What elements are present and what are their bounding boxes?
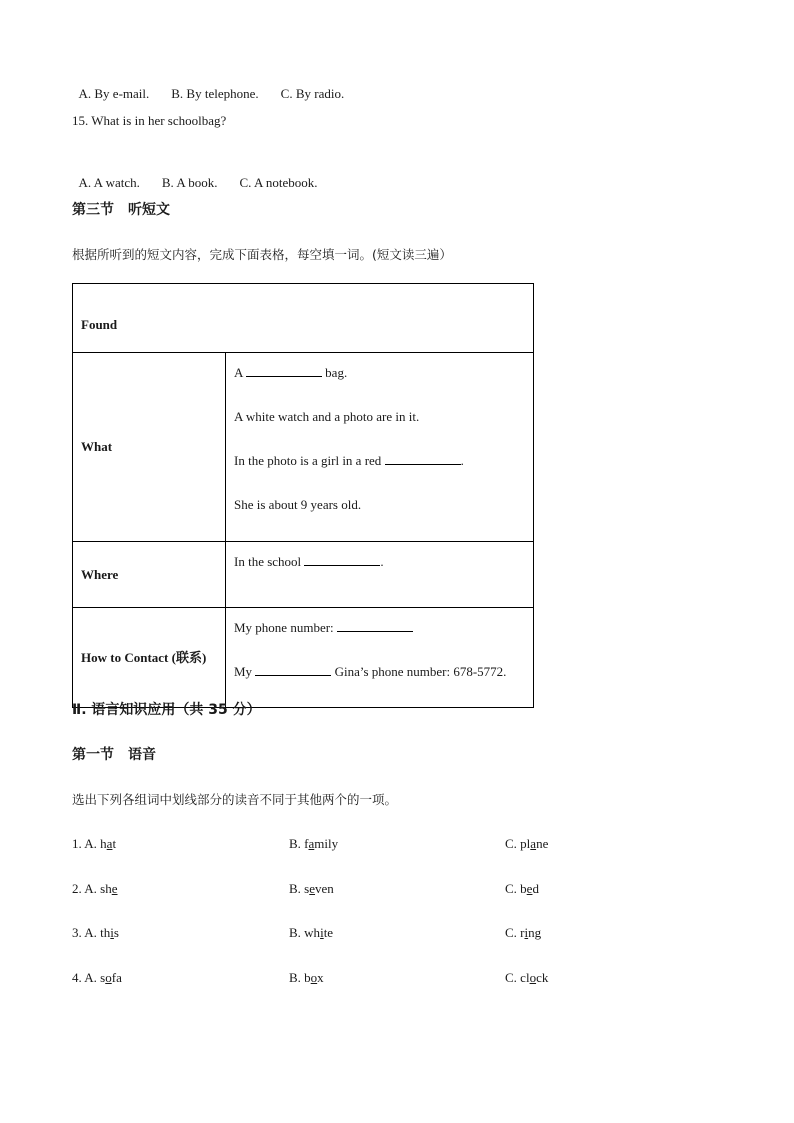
answer-blank[interactable] [255,663,331,676]
phonics-option-b: B. seven [289,881,334,896]
section1-title: 第一节 语音 [72,747,156,763]
phonics-option-b: B. box [289,970,324,985]
section3-instruction: 根据所听到的短文内容，完成下面表格，每空填一词。(短文读三遍） [72,247,452,262]
section1-instruction: 选出下列各组词中划线部分的读音不同于其他两个的一项。 [72,792,398,807]
table-row-contact [73,608,534,708]
phonics-option-a: 3. A. this [72,925,119,940]
q15-option-b: B. A book. [161,175,218,190]
what-line-2: A white watch and a photo are in it. [234,409,420,424]
q15-question: 15. What is in her schoolbag? [72,113,227,128]
phonics-option-c: C. plane [505,836,549,851]
contact-line-2: My Gina’s phone number: 678-5772. [234,664,507,679]
where-content [226,542,534,608]
where-label: Where [73,542,226,608]
phonics-option-a: 2. A. she [72,881,118,896]
q14-option-b: B. By telephone. [171,86,259,101]
what-content [226,353,534,542]
phonics-option-a: 1. A. hat [72,836,117,851]
phonics-option-c: C. clock [505,970,549,985]
phonics-option-a: 4. A. sofa [72,970,122,985]
phonics-option-c: C. bed [505,881,539,896]
where-line-1: In the school . [234,554,384,569]
part2-title: Ⅱ. 语言知识应用（共 35 分） [72,702,261,718]
what-line-4: She is about 9 years old. [234,497,362,512]
phonics-option-b: B. family [289,836,339,851]
contact-label: How to Contact (联系) [73,608,226,708]
q14-options [72,67,366,103]
found-notice-table [72,283,534,708]
q15-option-c: C. A notebook. [239,175,318,190]
phonics-option-b: B. white [289,925,334,940]
table-row-what [73,353,534,542]
table-header-cell: Found [73,284,534,353]
answer-blank[interactable] [337,619,413,632]
what-line-3: In the photo is a girl in a red . [234,453,464,468]
contact-content [226,608,534,708]
phonics-option-c: C. ring [505,925,542,940]
answer-blank[interactable] [246,364,322,377]
answer-blank[interactable] [385,452,461,465]
table-row-where [73,542,534,608]
q15-option-a: A. A watch. [78,175,140,190]
table-header-row [73,284,534,353]
contact-line-1: My phone number: [234,619,525,637]
q14-option-a: A. By e-mail. [78,86,150,101]
section3-title: 第三节 听短文 [72,202,170,218]
answer-blank[interactable] [304,553,380,566]
what-label: What [73,353,226,542]
q14-option-c: C. By radio. [280,86,345,101]
what-line-1: A bag. [234,365,348,380]
q15-options [72,156,340,192]
